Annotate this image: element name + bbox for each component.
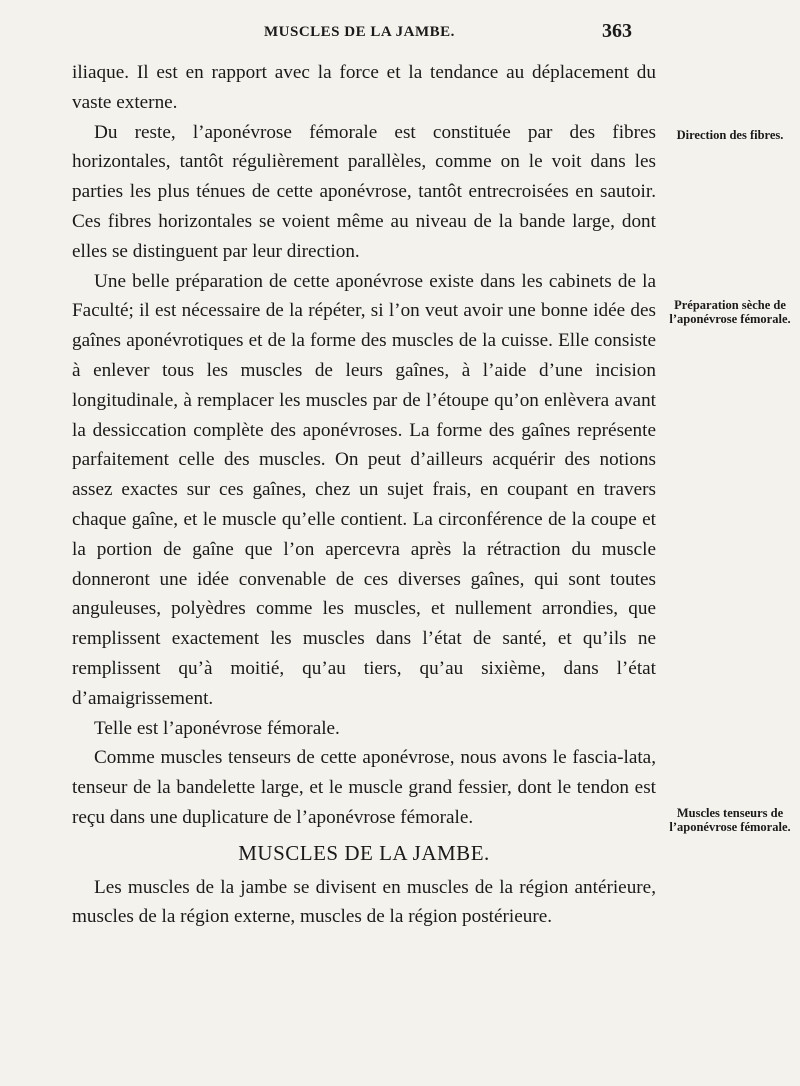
body-text [72, 58, 656, 932]
margin-note-fiber-direction: Direction des fibres. [676, 128, 784, 142]
running-head: MUSCLES DE LA JAMBE. [264, 24, 455, 40]
paragraph-tensor-muscles: Comme muscles tenseurs de cette aponévrose, nous avons le fascia-lata, tenseur de la bandelette large, et le muscle grand fessier, dont le tendon est reçu dans une duplicature de l’aponévrose fémorale. [72, 747, 656, 828]
paragraph-femoral-aponeurosis: Telle est l’aponévrose fémorale. [94, 717, 340, 739]
margin-note-dry-preparation: Préparation sèche de l’aponévrose fémorale. [669, 298, 791, 326]
page-number: 363 [602, 20, 632, 42]
section-heading: MUSCLES DE LA JAMBE. [238, 840, 490, 865]
paragraph-fiber-direction: Du reste, l’aponévrose fémorale est constituée par des fibres horizontales, tantôt régulièrement parallèles, comme on le voit dans les parties les plus ténues de cette aponévrose, tantôt entrecroisées en sautoir. Ces fibres horizontales se voient même au niveau de la bande large, dont elles se distinguent par leur direction. [72, 121, 656, 262]
paragraph-continuation: iliaque. Il est en rapport avec la force et la tendance au déplacement du vaste externe. [72, 62, 656, 113]
paragraph-dry-preparation: Une belle préparation de cette aponévrose existe dans les cabinets de la Faculté; il est nécessaire de la répéter, si l’on veut avoir une bonne idée des gaînes aponévrotiques et de la forme des muscles de la cuisse. Elle consiste à enlever tous les muscles de leurs gaînes, à l’aide d’une incision longitudinale, à remplacer les muscles par de l’étoupe qu’on enlèvera avant la dessiccation complète des aponévroses. La forme des gaînes représente parfaitement celle des muscles. On peut d’ailleurs acquérir des notions assez exactes sur ces gaînes, chez un sujet frais, en coupant en travers chaque gaîne, et le muscle qu’elle contient. La circonférence de la coupe et la portion de gaîne que l’on apercevra après la rétraction du muscle donneront une idée convenable de ces diverses gaînes, qui sont toutes anguleuses, polyèdres comme les muscles, et nullement arrondies, que remplissent exactement les muscles dans l’état de santé, et qu’ils ne remplissent qu’à moitié, qu’au tiers, qu’au sixième, dans l’état d’amaigrissement. [72, 270, 656, 709]
margin-note-tensor-muscles: Muscles tenseurs de l’aponévrose fémorale. [669, 806, 791, 834]
paragraph-leg-muscles: Les muscles de la jambe se divisent en muscles de la région antérieure, muscles de la région externe, muscles de la région postérieure. [72, 876, 656, 928]
